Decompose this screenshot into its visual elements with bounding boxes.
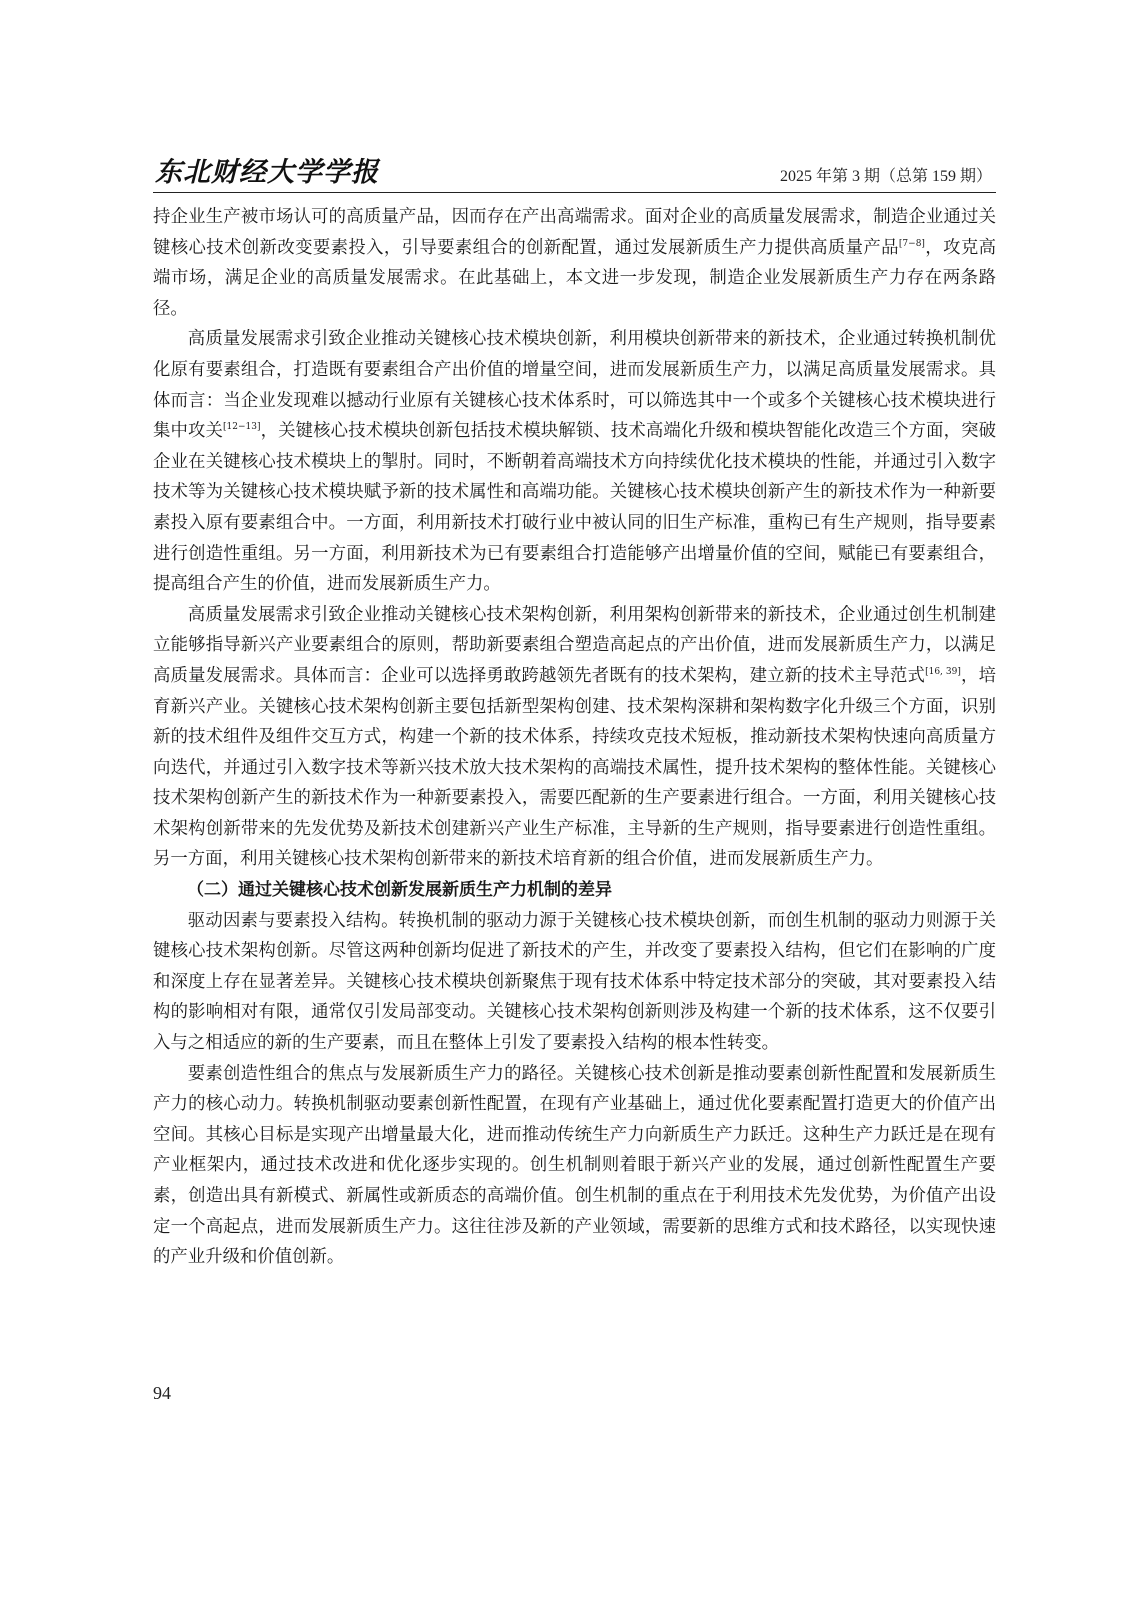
paragraph-text: 高质量发展需求引致企业推动关键核心技术架构创新，利用架构创新带来的新技术，企业通过创生机制建立能够指导新兴产业要素组合的原则，帮助新要素组合塑造高起点的产出价值，进而发展新质生产力，以满足高质量发展需求。具体而言：企业可以选择勇敢跨越领先者既有的技术架构，建立新的技术主导范式	[153, 604, 996, 686]
paragraph: 要素创造性组合的焦点与发展新质生产力的路径。关键核心技术创新是推动要素创新性配置和发展新质生产力的核心动力。转换机制驱动要素创新性配置，在现有产业基础上，通过优化要素配置打造更大的价值产出空间。其核心目标是实现产出增量最大化，进而推动传统生产力向新质生产力跃迁。这种生产力跃迁是在现有产业框架内，通过技术改进和优化逐步实现的。创生机制则着眼于新兴产业的发展，通过创新性配置生产要素，创造出具有新模式、新属性或新质态的高端价值。创生机制的重点在于利用技术先发优势，为价值产出设定一个高起点，进而发展新质生产力。这往往涉及新的产业领域，需要新的思维方式和技术路径，以实现快速的产业升级和价值创新。	[153, 1063, 996, 1268]
issue-info: 2025 年第 3 期（总第 159 期）	[779, 168, 992, 185]
page-header	[153, 150, 996, 193]
paragraph	[153, 202, 996, 324]
paragraph	[153, 324, 996, 599]
page-number: 94	[153, 1383, 171, 1403]
paragraph-text: ，关键核心技术模块创新包括技术模块解锁、技术高端化升级和模块智能化改造三个方面，突破企业在关键核心技术模块上的掣肘。同时，不断朝着高端技术方向持续优化技术模块的性能，并通过引入数字技术等为关键核心技术模块赋予新的技术属性和高端功能。关键核心技术模块创新产生的新技术作为一种新要素投入原有要素组合中。一方面，利用新技术打破行业中被认同的旧生产标准，重构已有生产规则，指导要素进行创造性重组。另一方面，利用新技术为已有要素组合打造能够产出增量价值的空间，赋能已有要素组合，提高组合产生的价值，进而发展新质生产力。	[153, 421, 996, 595]
paragraph-text: 高质量发展需求引致企业推动关键核心技术模块创新，利用模块创新带来的新技术，企业通过转换机制优化原有要素组合，打造既有要素组合产出价值的增量空间，进而发展新质生产力，以满足高质量发展需求。具体而言：当企业发现难以撼动行业原有关键核心技术体系时，可以筛选其中一个或多个关键核心技术模块进行集中攻关	[153, 329, 996, 442]
section-heading: （二）通过关键核心技术创新发展新质生产力机制的差异	[187, 880, 612, 901]
paragraph: 驱动因素与要素投入结构。转换机制的驱动力源于关键核心技术模块创新，而创生机制的驱动力则源于关键核心技术架构创新。尽管这两种创新均促进了新技术的产生，并改变了要素投入结构，但它们在影响的广度和深度上存在显著差异。关键核心技术模块创新聚焦于现有技术体系中特定技术部分的突破，其对要素投入结构的影响相对有限，通常仅引发局部变动。关键核心技术架构创新则涉及构建一个新的技术体系，这不仅要引入与之相适应的新的生产要素，而且在整体上引发了要素投入结构的根本性转变。	[153, 910, 996, 1054]
paragraph-text: ，培育新兴产业。关键核心技术架构创新主要包括新型架构创建、技术架构深耕和架构数字化升级三个方面，识别新的技术组件及组件交互方式，构建一个新的技术体系，持续攻克技术短板，推动新技术架构快速向高质量方向迭代，并通过引入数字技术等新兴技术放大技术架构的高端技术属性，提升技术架构的整体性能。关键核心技术架构创新产生的新技术作为一种新要素投入，需要匹配新的生产要素进行组合。一方面，利用关键核心技术架构创新带来的先发优势及新技术创建新兴产业生产标准，主导新的生产规则，指导要素进行创造性重组。另一方面，利用关键核心技术架构创新带来的新技术培育新的组合价值，进而发展新质生产力。	[153, 665, 996, 870]
citation: [16, 39]	[925, 667, 961, 678]
citation: [7−8]	[898, 238, 925, 249]
article-body	[153, 202, 996, 1273]
paragraph-text: ，攻克高端市场，满足企业的高质量发展需求。在此基础上，本文进一步发现，制造企业发展新质生产力存在两条路径。	[153, 237, 996, 319]
journal-name: 东北财经大学学报	[155, 157, 379, 188]
paragraph-text: 持企业生产被市场认可的高质量产品，因而存在产出高端需求。面对企业的高质量发展需求，制造企业通过关键核心技术创新改变要素投入，引导要素组合的创新配置，通过发展新质生产力提供高质量产品	[153, 207, 996, 258]
paragraph	[153, 600, 996, 875]
citation: [12−13]	[223, 422, 261, 433]
